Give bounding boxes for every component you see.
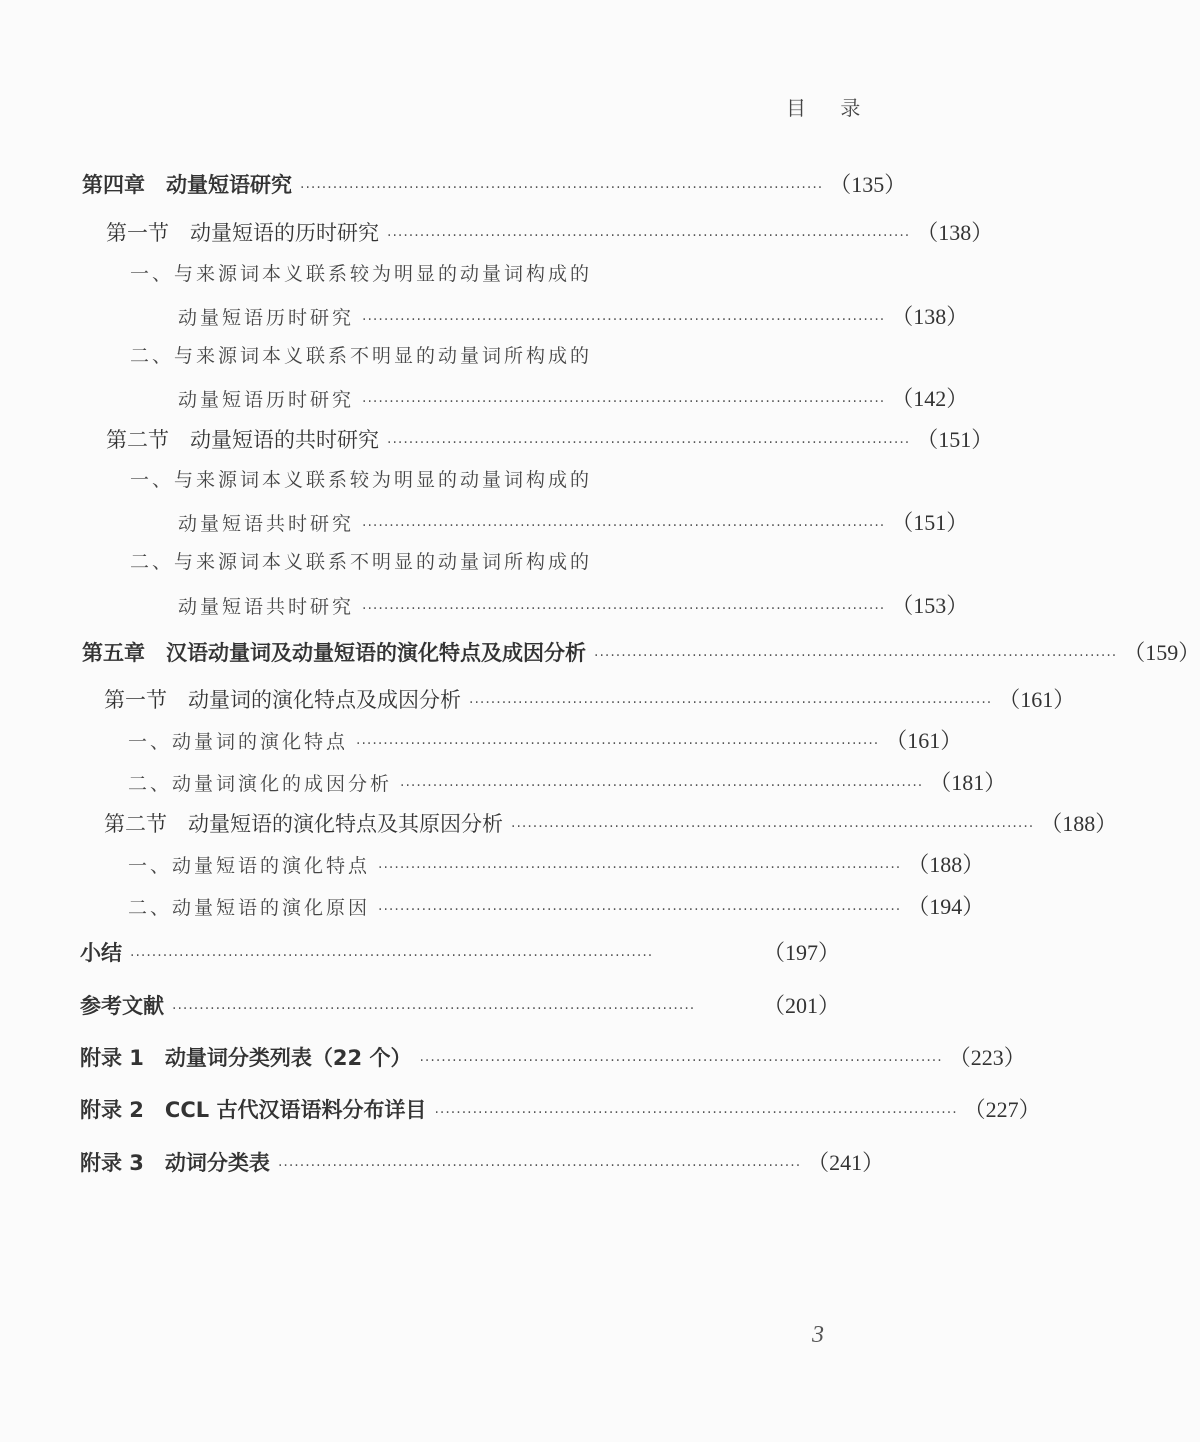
toc-entry-item[interactable] (130, 547, 842, 587)
page-number: 3 (812, 1322, 824, 1348)
dot-leader: ································································································ (387, 228, 911, 244)
toc-entry-item[interactable] (128, 848, 985, 888)
toc-entry-chapter-4[interactable] (82, 168, 907, 208)
toc-entry-section[interactable] (106, 216, 994, 256)
toc-entry-title: 动量短语历时研究 (178, 389, 355, 411)
dot-leader: ································································································ (362, 601, 886, 617)
dot-leader: ································································································ (362, 312, 886, 328)
dot-leader: ································································································ (469, 695, 993, 711)
toc-entry-title: 一、动量词的演化特点 (128, 731, 349, 753)
dot-leader: ································································································ (400, 778, 924, 794)
toc-entry-section[interactable] (104, 807, 1118, 847)
toc-entry-title: 第四章 动量短语研究 (82, 173, 292, 197)
toc-entry-appendix-1[interactable] (80, 1041, 1026, 1081)
toc-entry-item-continued[interactable] (178, 300, 969, 340)
dot-leader: ································································································ (356, 736, 880, 752)
toc-entry-title: 二、与来源词本义联系不明显的动量词所构成的 (130, 551, 593, 573)
toc-entry-item-continued[interactable] (178, 589, 969, 629)
toc-entry-page: （188） (1040, 811, 1118, 836)
toc-entry-title: 动量短语共时研究 (178, 513, 355, 535)
toc-entry-page: （142） (891, 386, 969, 411)
dot-leader: ································································································ (378, 860, 902, 876)
dot-leader: ································································································ (378, 902, 902, 918)
toc-entry-page: （161） (998, 687, 1076, 712)
dot-leader: ································································································ (362, 394, 886, 410)
toc-entry-page: （197） (762, 940, 840, 965)
dot-leader: ································································································ (277, 1158, 802, 1174)
toc-entry-title: 第二节 动量短语的演化特点及其原因分析 (104, 812, 503, 836)
dot-leader: ································································································ (434, 1105, 958, 1121)
toc-entry-title: 二、动量词演化的成因分析 (128, 773, 393, 795)
toc-entry-appendix-3[interactable] (80, 1146, 885, 1186)
dot-leader: ································································································ (130, 948, 654, 964)
toc-entry-page: （135） (829, 172, 907, 197)
toc-entry-references[interactable] (80, 989, 840, 1029)
toc-entry-page: （151） (891, 510, 969, 535)
toc-entry-page: （138） (916, 220, 994, 245)
toc-entry-title: 附录 2 CCL 古代汉语语料分布详目 (80, 1098, 427, 1122)
toc-entry-title: 一、动量短语的演化特点 (128, 855, 371, 877)
toc-entry-section[interactable] (104, 683, 1076, 723)
dot-leader: ································································································ (419, 1053, 943, 1069)
dot-leader: ································································································ (511, 819, 1035, 835)
toc-entry-title: 参考文献 (80, 994, 164, 1018)
toc-entry-page: （151） (916, 427, 994, 452)
dot-leader: ································································································ (362, 518, 886, 534)
toc-entry-page: （241） (807, 1150, 885, 1175)
toc-entry-page: （194） (907, 894, 985, 919)
toc-entry-page: （201） (762, 993, 840, 1018)
dot-leader: ································································································ (387, 435, 911, 451)
toc-entry-title: 二、与来源词本义联系不明显的动量词所构成的 (130, 345, 593, 367)
toc-entry-title: 动量短语共时研究 (178, 596, 355, 618)
toc-entry-title: 二、动量短语的演化原因 (128, 897, 371, 919)
toc-entry-title: 一、与来源词本义联系较为明显的动量词构成的 (130, 469, 593, 491)
toc-entry-title: 第一节 动量词的演化特点及成因分析 (104, 688, 461, 712)
toc-entry-item[interactable] (130, 341, 842, 381)
dot-leader: ································································································ (594, 648, 1118, 664)
toc-entry-item[interactable] (128, 724, 963, 764)
toc-entry-item-continued[interactable] (178, 506, 969, 546)
toc-entry-page: （227） (963, 1097, 1041, 1122)
toc-entry-title: 附录 1 动量词分类列表（22 个） (80, 1046, 412, 1070)
toc-entry-item[interactable] (128, 766, 1007, 806)
toc-entry-page: （153） (891, 593, 969, 618)
toc-entry-title: 一、与来源词本义联系较为明显的动量词构成的 (130, 263, 593, 285)
toc-entry-item[interactable] (130, 465, 842, 505)
toc-entry-summary[interactable] (80, 936, 840, 976)
toc-entry-item-continued[interactable] (178, 382, 969, 422)
toc-entry-title: 附录 3 动词分类表 (80, 1151, 270, 1175)
dot-leader: ································································································ (172, 1001, 696, 1017)
toc-entry-title: 动量短语历时研究 (178, 307, 355, 329)
toc-entry-page: （188） (907, 852, 985, 877)
toc-entry-appendix-2[interactable] (80, 1093, 1041, 1133)
toc-entry-page: （138） (891, 304, 969, 329)
toc-entry-page: （181） (929, 770, 1007, 795)
toc-entry-chapter-5[interactable] (82, 636, 1200, 676)
toc-entry-title: 第一节 动量短语的历时研究 (106, 221, 379, 245)
dot-leader: ································································································ (300, 180, 824, 196)
toc-entry-section[interactable] (106, 423, 994, 463)
toc-entry-title: 第二节 动量短语的共时研究 (106, 428, 379, 452)
toc-entry-page: （159） (1123, 640, 1200, 665)
toc-entry-item[interactable] (128, 890, 985, 930)
toc-entry-page: （223） (948, 1045, 1026, 1070)
toc-entry-title: 第五章 汉语动量词及动量短语的演化特点及成因分析 (82, 641, 586, 665)
toc-entry-title: 小结 (80, 941, 122, 965)
toc-entry-page: （161） (885, 728, 963, 753)
running-header: 目 录 (786, 96, 875, 120)
toc-entry-item[interactable] (130, 259, 842, 299)
